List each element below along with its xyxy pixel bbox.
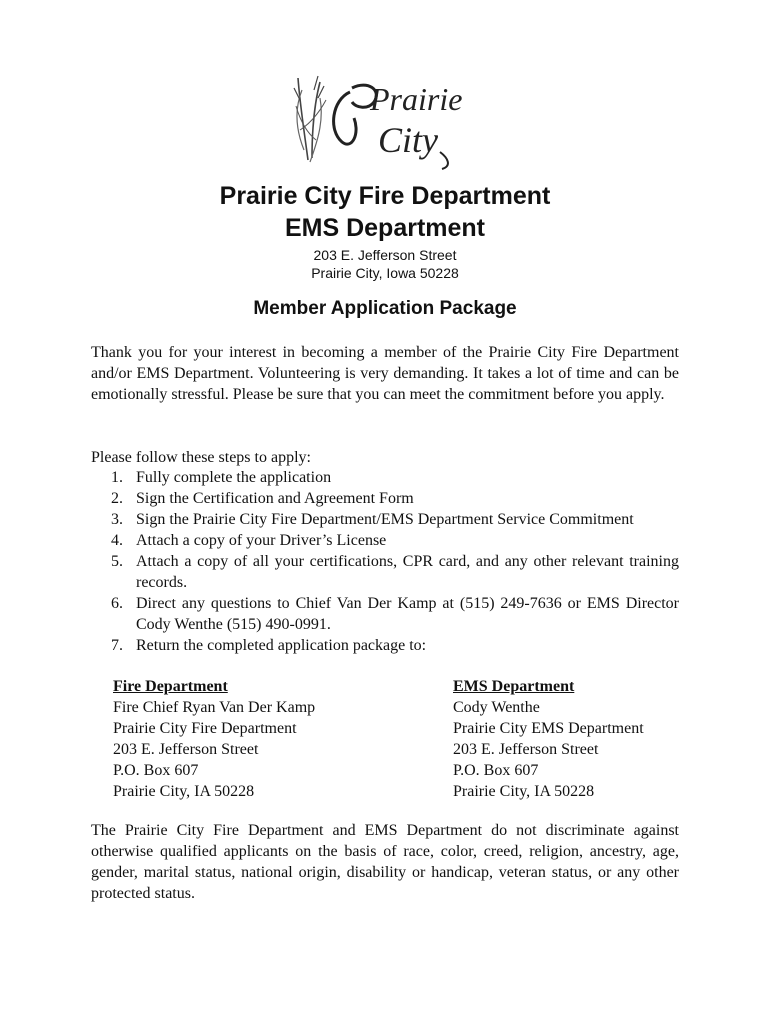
- list-item: [91, 509, 679, 530]
- non-discrimination-notice: The Prairie City Fire Department and EMS Department do not discriminate against otherwise qualified applicants on the basis of race, color, creed, religion, ancestry, age, gender, marital status, national origin, disability or handicap, veteran status, or any other protected status.: [91, 822, 679, 902]
- step-text: Direct any questions to Chief Van Der Kamp at (515) 249-7636 or EMS Director Cody Wenthe (515) 490-0991.: [136, 595, 679, 633]
- step-number: 1.: [111, 469, 123, 486]
- ems-contact-street: 203 E. Jefferson Street: [453, 741, 599, 758]
- step-number: 5.: [111, 553, 123, 570]
- step-number: 3.: [111, 511, 123, 528]
- fire-contact-po-box: P.O. Box 607: [113, 762, 199, 779]
- fire-contact-org: Prairie City Fire Department: [113, 720, 297, 737]
- intro-paragraph: Thank you for your interest in becoming a member of the Prairie City Fire Department and/or EMS Department. Volunteering is very demanding. It takes a lot of time and can be emotionally stressful. Please be sure that you can meet the commitment before you apply.: [91, 344, 679, 403]
- fire-contact-name: Fire Chief Ryan Van Der Kamp: [113, 699, 316, 716]
- step-number: 6.: [111, 595, 123, 612]
- ems-contact-org: Prairie City EMS Department: [453, 720, 644, 737]
- step-text: Sign the Certification and Agreement Form: [136, 490, 414, 507]
- ems-contact-po-box: P.O. Box 607: [453, 762, 539, 779]
- list-item: [91, 488, 679, 509]
- logo-graphic: [290, 70, 480, 170]
- list-item: [91, 635, 679, 656]
- fire-contact-street: 203 E. Jefferson Street: [113, 741, 259, 758]
- step-text: Return the completed application package to:: [136, 637, 427, 654]
- step-number: 2.: [111, 490, 123, 507]
- page-subtitle: EMS Department: [284, 214, 486, 242]
- list-item: [91, 467, 679, 488]
- fire-contact-city: Prairie City, IA 50228: [113, 783, 255, 800]
- page-title: Prairie City Fire Department: [219, 182, 551, 210]
- package-title: Member Application Package: [253, 298, 517, 319]
- ems-contact-name: Cody Wenthe: [453, 699, 540, 716]
- step-text: Attach a copy of all your certifications, CPR card, and any other relevant training records.: [136, 553, 679, 591]
- prairie-city-logo: [290, 70, 480, 170]
- step-text: Fully complete the application: [136, 469, 332, 486]
- fire-contact-heading: Fire Department: [113, 678, 228, 695]
- address-street: 203 E. Jefferson Street: [313, 247, 457, 263]
- steps-list: [91, 467, 679, 656]
- list-item: [91, 530, 679, 551]
- ems-contact-heading: EMS Department: [453, 678, 575, 695]
- ems-contact-city: Prairie City, IA 50228: [453, 783, 595, 800]
- logo-text-city: City: [378, 120, 438, 160]
- list-item: [91, 551, 679, 593]
- step-number: 4.: [111, 532, 123, 549]
- step-text: Attach a copy of your Driver’s License: [136, 532, 387, 549]
- step-number: 7.: [111, 637, 123, 654]
- list-item: [91, 593, 679, 635]
- address-city: Prairie City, Iowa 50228: [311, 265, 459, 281]
- ems-department-contact: [453, 676, 713, 802]
- fire-department-contact: [113, 676, 373, 802]
- steps-intro: Please follow these steps to apply:: [91, 449, 311, 466]
- step-text: Sign the Prairie City Fire Department/EMS Department Service Commitment: [136, 511, 634, 528]
- logo-text-prairie: Prairie: [370, 81, 463, 117]
